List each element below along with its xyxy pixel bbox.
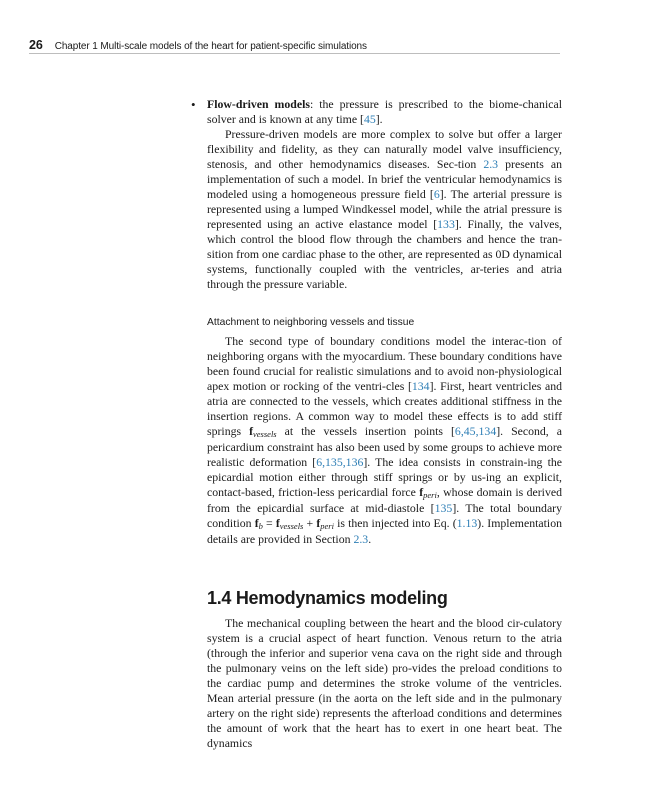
math-subscript: b — [258, 521, 263, 531]
citation-link[interactable]: 6 — [433, 187, 440, 201]
header-rule — [29, 53, 560, 54]
math-symbol: f — [254, 516, 259, 530]
text-run: presents an implementation of such a model. In brief the ventricular hemodynamics is modeled using a homogeneous pressure field [ — [207, 157, 562, 201]
bullet-label: Flow-driven models — [207, 97, 310, 111]
text-run: , whose domain is derived from the epicardial surface at mid-diastole [ — [207, 485, 562, 515]
math-subscript: vessels — [253, 429, 277, 439]
text-run: ]. The arterial pressure is represented using a lumped Windkessel model, while the atrial pressure is represented using an active elastance model [ — [207, 187, 562, 231]
math-subscript: peri — [320, 521, 334, 531]
bullet-item — [191, 97, 562, 127]
math-subscript: peri — [423, 490, 437, 500]
section-link[interactable]: 2.3 — [353, 532, 369, 546]
paragraph-text: The mechanical coupling between the heart and the blood cir-culatory system is a crucial aspect of heart function. Venous return to the atria (through the inferior and superior vena cava on the right side and through the pulmonary veins on the left side) pro-vides the preload conditions to the cardiac pump and determines the stroke volume of the ventricles. Mean arterial pressure (in the aorta on the left side and in the pulmonary artery on the right side) represents the afterload conditions and determines the amount of work that the heart has to exert in one heart beat. The dynamics — [207, 616, 562, 750]
citation-link[interactable]: 135 — [434, 501, 453, 515]
text-run: ]. First, heart ventricles and atria are connected to the vessels, which creates additional stiffness in the insertion regions. A common way to model these effects is to add stiff springs — [207, 379, 562, 438]
math-symbol: f — [316, 516, 321, 530]
bullet-marker: • — [191, 97, 196, 112]
text-run: at the vessels insertion points [ — [276, 424, 455, 438]
section-link[interactable]: 2.3 — [483, 157, 499, 171]
text-run: Pressure-driven models are more complex to solve but offer a larger flexibility and fidelity, as they can naturally model valve insufficiency, stenosis, and other hemodynamics diseases. Sec-tion — [207, 127, 562, 171]
text-run: ). Implementation details are provided in Section — [207, 516, 562, 546]
citation-link[interactable]: 6,45,134 — [454, 424, 497, 438]
text-run: : the pressure is prescribed to the biome-chanical solver and is known at any time [ — [207, 97, 562, 126]
chapter-title: Chapter 1 Multi-scale models of the heart for patient-specific simulations — [54, 41, 367, 52]
text-run: ]. Finally, the valves, which control the blood flow through the chambers and hence the tran-sition from one cardiac phase to the other, are represented as 0D dynamical systems, functionally coupled with the ventricles, ar-teries and atria through the pressure variable. — [207, 217, 562, 291]
citation-link[interactable]: 6,135,136 — [316, 455, 364, 469]
text-run: ]. The idea consists in constrain-ing the epicardial motion either through stiff springs or by us-ing an explicit, contact-based, friction-less pericardial force — [207, 455, 562, 499]
math-operator: + — [303, 516, 317, 530]
math-symbol: f — [249, 424, 254, 438]
text-run: ]. — [375, 112, 383, 126]
citation-link[interactable]: 134 — [411, 379, 430, 393]
section-heading — [207, 588, 448, 609]
math-symbol: f — [275, 516, 280, 530]
paragraph-hemodynamics — [207, 616, 562, 751]
math-operator: = — [262, 516, 276, 530]
bullet-text — [207, 97, 562, 127]
section-title: Hemodynamics modeling — [235, 588, 448, 608]
paragraph-text — [207, 127, 562, 292]
text-run: ]. Second, a pericardium constraint has also been used by some groups to achieve more realistic deformation [ — [207, 424, 562, 469]
subsection-heading: Attachment to neighboring vessels and tissue — [207, 317, 415, 328]
text-run: is then injected into Eq. ( — [333, 516, 457, 530]
equation-link[interactable]: 1.13 — [456, 516, 478, 530]
text-run: The second type of boundary conditions model the interac-tion of neighboring organs with the myocardium. These boundary conditions have been found crucial for realistic simulations and to avoid non-physiological apex motion or rocking of the ventri-cles [ — [207, 334, 562, 393]
section-number: 1.4 — [207, 588, 232, 608]
citation-link[interactable]: 133 — [437, 217, 455, 231]
math-symbol: f — [419, 485, 424, 499]
paragraph-text — [207, 334, 562, 547]
text-run: . — [368, 532, 372, 546]
page-number: 26 — [29, 38, 43, 52]
running-head — [29, 38, 560, 52]
text-run: ]. The total boundary condition — [207, 501, 563, 530]
paragraph-pressure-driven — [207, 127, 562, 292]
citation-link[interactable]: 45 — [363, 112, 376, 126]
paragraph-attachment — [207, 334, 562, 547]
math-subscript: vessels — [279, 521, 304, 531]
